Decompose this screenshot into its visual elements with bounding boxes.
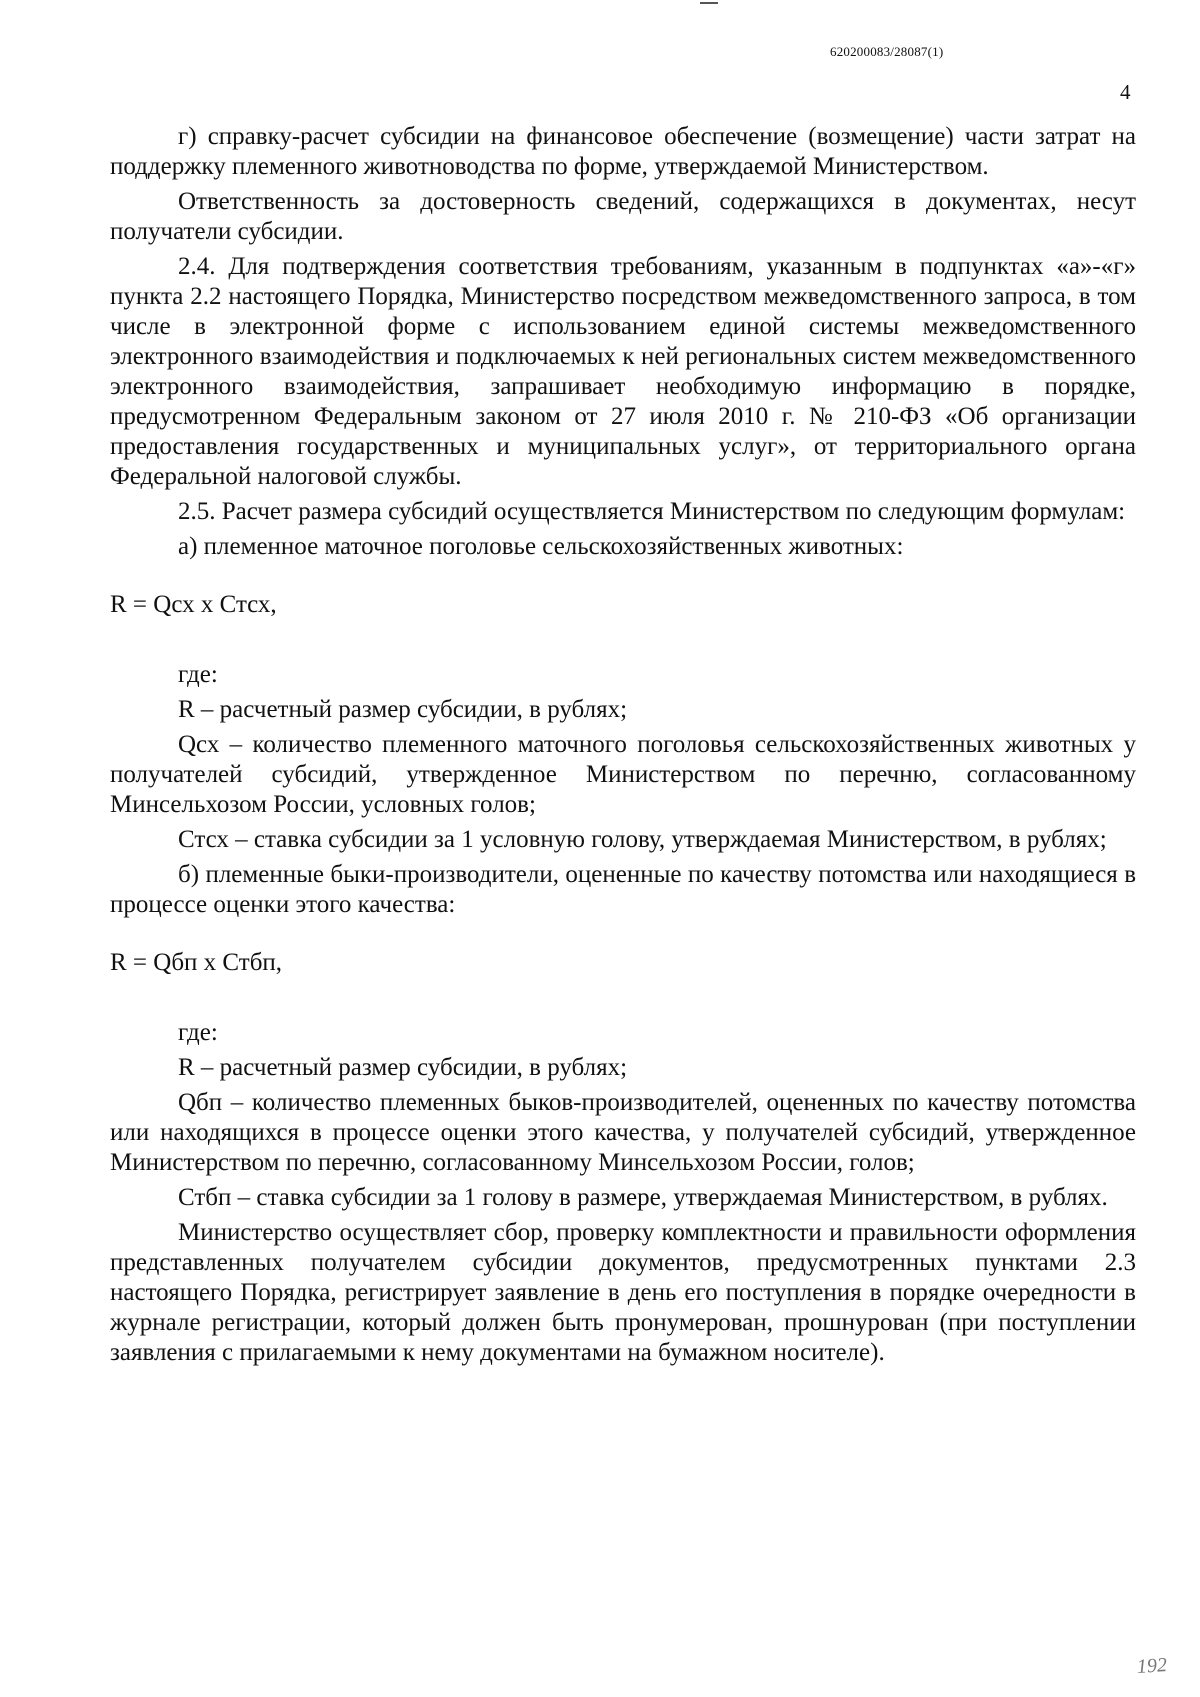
document-body (110, 122, 1136, 1373)
page-number: 4 (1120, 80, 1131, 104)
paragraph-responsibility: Ответственность за достоверность сведений, содержащихся в документах, несут получатели субсидии. (110, 188, 1136, 245)
paragraph-subitem-g: г) справку-расчет субсидии на финансовое обеспечение (возмещение) части затрат на поддержку племенного животноводства по форме, утверждаемой Министерством. (110, 123, 1136, 180)
where-label: где: (178, 661, 218, 688)
paragraph-ministry-procedure: Министерство осуществляет сбор, проверку комплектности и правильности оформления представленных получателем субсидии документов, предусмотренных пунктами 2.3 настоящего Порядка, регистрирует заявление в день его поступления в порядке очередности в журнале регистрации, который должен быть пронумерован, прошнурован (при поступлении заявления с прилагаемыми к нему документами на бумажном носителе). (110, 1219, 1136, 1366)
definition-r: R – расчетный размер субсидии, в рублях; (178, 1054, 628, 1081)
handwritten-page-mark: 192 (1136, 1653, 1168, 1679)
paragraph-2-4: 2.4. Для подтверждения соответствия требованиям, указанным в подпунктах «а»-«г» пункта 2.2 настоящего Порядка, Министерство посредством межведомственного запроса, в том числе в электронной форме с использованием единой системы межведомственного электронного взаимодействия и подключаемых к ней региональных систем межведомственного электронного взаимодействия, запрашивает необходимую информацию в порядке, предусмотренном Федеральным законом от 27 июля 2010 г. № 210-ФЗ «Об организации предоставления государственных и муниципальных услуг», от территориального органа Федеральной налоговой службы. (110, 253, 1136, 490)
paragraph-subitem-a: а) племенное маточное поголовье сельскохозяйственных животных: (178, 533, 904, 560)
formula-breeding-stock: R = Qсх х Стсх, (110, 591, 277, 618)
definition-stsx: Стсх – ставка субсидии за 1 условную голову, утверждаемая Министерством, в рублях; (178, 826, 1107, 853)
formula-bulls: R = Qбп х Стбп, (110, 949, 283, 976)
definition-qbp: Qбп – количество племенных быков-производителей, оцененных по качеству потомства или находящихся в процессе оценки этого качества, у получателей субсидий, утвержденное Министерством по перечню, согласованному Минсельхозом России, голов; (110, 1089, 1136, 1176)
definition-stbp: Стбп – ставка субсидии за 1 голову в размере, утверждаемая Министерством, в рублях. (178, 1184, 1108, 1211)
paragraph-2-5: 2.5. Расчет размера субсидий осуществляется Министерством по следующим формулам: (178, 498, 1126, 525)
where-label: где: (178, 1019, 218, 1046)
document-id: 620200083/28087(1) (830, 44, 944, 59)
paragraph-subitem-b: б) племенные быки-производители, оцененные по качеству потомства или находящиеся в процессе оценки этого качества: (110, 861, 1136, 918)
definition-qsx: Qсх – количество племенного маточного поголовья сельскохозяйственных животных у получателей субсидий, утвержденное Министерством по перечню, согласованному Минсельхозом России, условных голов; (110, 731, 1136, 818)
definition-r: R – расчетный размер субсидии, в рублях; (178, 696, 628, 723)
scan-mark (700, 2, 718, 4)
